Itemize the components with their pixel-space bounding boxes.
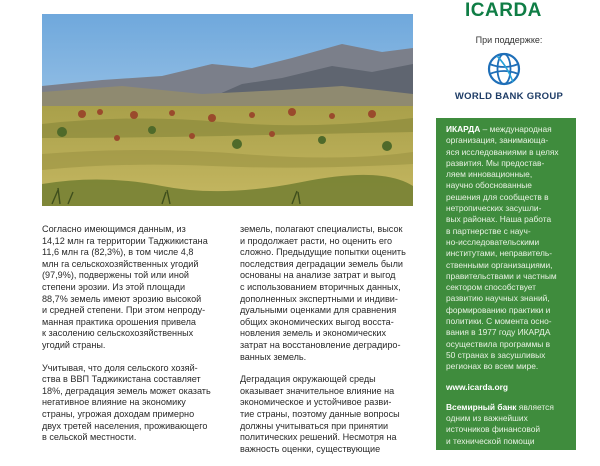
- world-bank-description-text: является одним из важнейших источников финансовой и технической помощи: [446, 401, 554, 446]
- icarda-website-link[interactable]: www.icarda.org: [446, 381, 509, 392]
- world-bank-description: [446, 402, 570, 447]
- world-bank-name: Всемирный банк: [446, 401, 517, 412]
- landscape-photo: [42, 14, 413, 206]
- icarda-description: [446, 124, 570, 373]
- support-label: При поддержке:: [475, 35, 543, 45]
- world-bank-label: WORLD BANK GROUP: [454, 91, 564, 102]
- column2-paragraph-1: земель, полагают специалисты, высок и продолжает расти, но оценить его сложно. Предыдущие попытки оценить последствия деградации земель были основаны на анализе затрат и выгод с использованием вторичных данных, дополненных экспертными и индиви- дуальными оценками для сравнения общих экономических выгод восста- новления земель и экономических затрат на восстановление деградиро- ванных земель.: [240, 224, 406, 362]
- sidebar-text: [446, 124, 570, 456]
- icarda-name: ИКАРДА: [446, 124, 481, 134]
- world-bank-globe-icon: [487, 52, 521, 91]
- article-column-2: [240, 224, 415, 466]
- column2-paragraph-2: Деградация окружающей среды оказывает значительное влияние на экономическое и устойчивое разви- тие страны, поэтому данные вопросы должны учитываться при принятии политических решений. Несмотря на важность оценки, существующие: [240, 374, 400, 454]
- column1-paragraph-1: Согласно имеющимся данным, из 14,12 млн га территории Таджикистана 11,6 млн га (82,3%), в том числе 4,8 млн га сельскохозяйственных угодий (97,9%), подвержены той или иной степени эрозии. Из этой площади 88,7% земель имеют эрозию высокой и средней степени. При этом непроду- манная практика орошения привела к засолению сельскохозяйственных угодий страны.: [42, 224, 208, 350]
- article-column-1: [42, 224, 224, 455]
- icarda-logo: ICARDA: [465, 0, 542, 21]
- icarda-description-text: – международная организация, занимающа- яся исследованиями в целях развития. Мы предостав- ляем инновационные, научно обоснованные решения для сообществ в нетропических засушли- вых районах. Наша работа в партнерстве с науч- но-исследовательскими институтами, неправитель- ственными организациями, правительствами и частным сектором способствует развитию научных знаний, формированию практики и политики. С момента осно- вания в 1977 году ИКАРДА осуществила программы в 50 странах в засушливых регионах во всем мире.: [446, 124, 559, 372]
- column1-paragraph-2: Учитывая, что доля сельского хозяй- ства в ВВП Таджикистана составляет 18%, деградация земель может оказать негативное влияние на экономику страны, угрожая доходам примерно двух третей населения, проживающего в сельской местности.: [42, 362, 211, 443]
